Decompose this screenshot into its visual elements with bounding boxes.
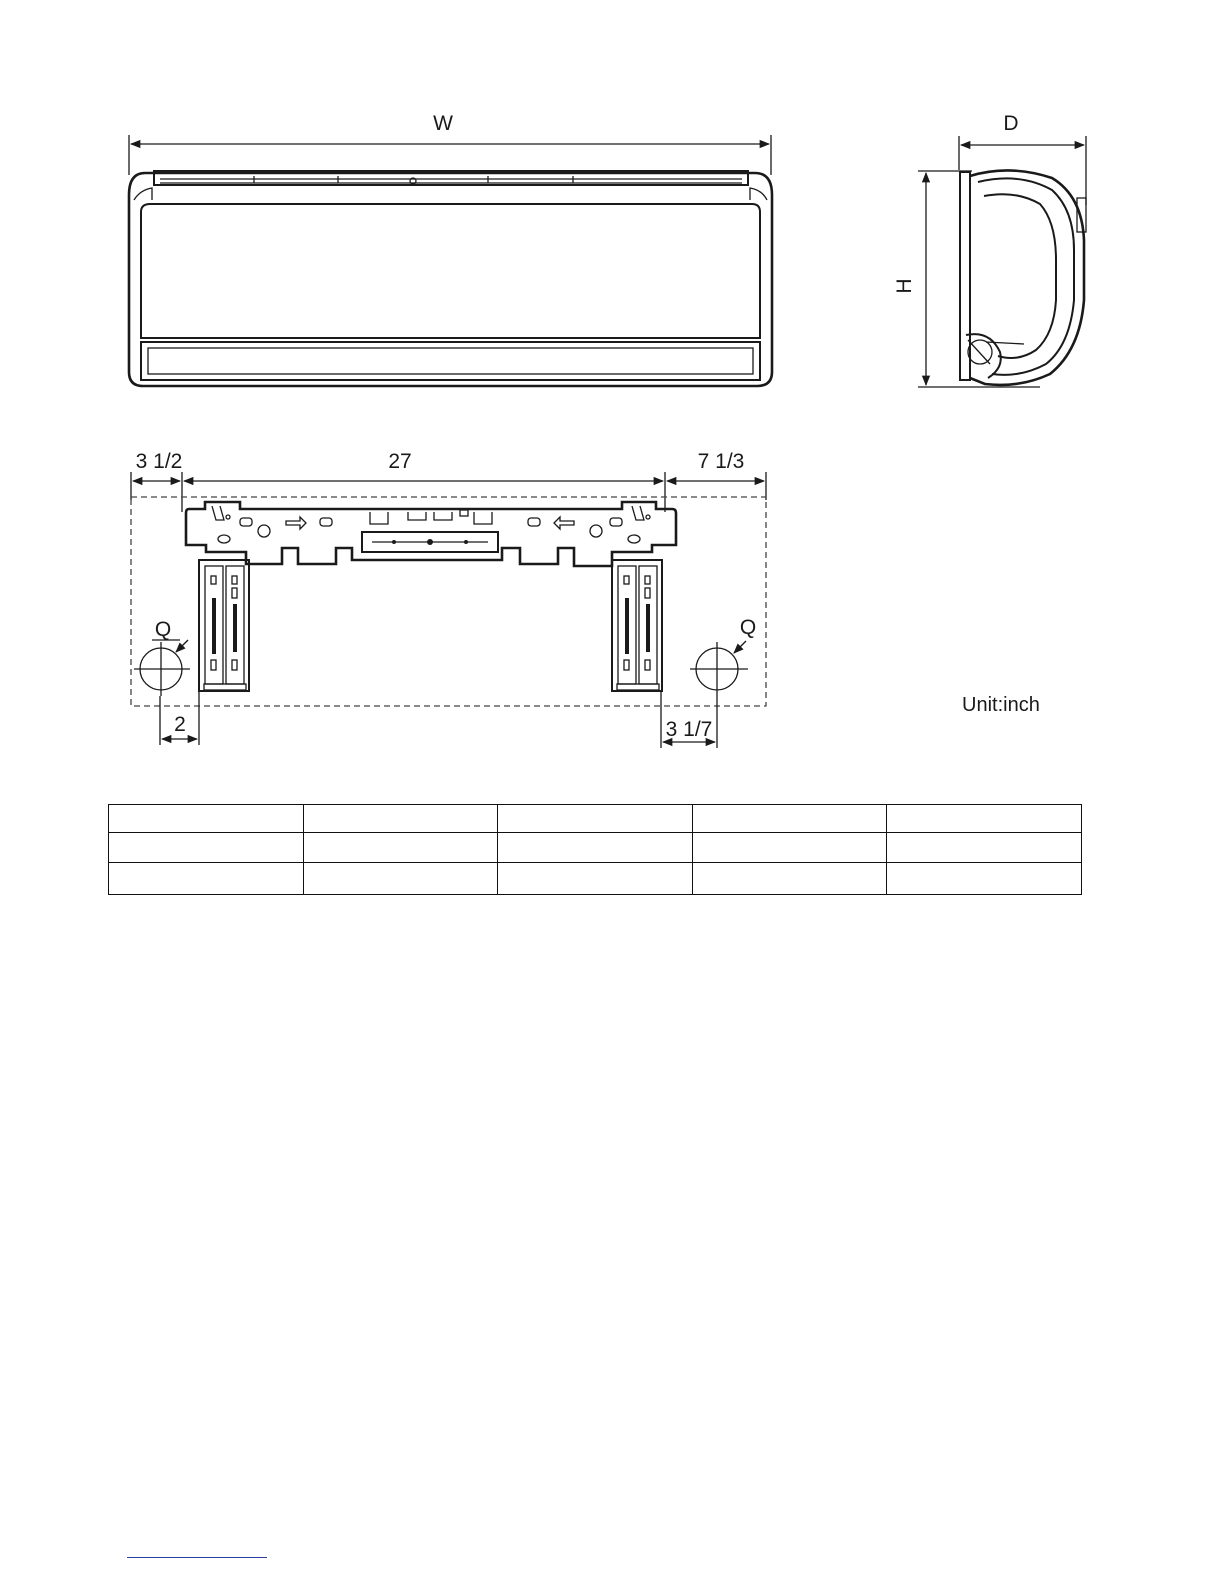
q-right-label: Q [739, 616, 757, 639]
unit-label: Unit:inch [962, 694, 1040, 716]
table-cell [692, 805, 887, 833]
dimension-drawing [0, 0, 1224, 790]
height-label: H [893, 278, 916, 294]
width-label: W [433, 112, 453, 135]
table-cell [887, 863, 1082, 895]
mounting-plate-view [131, 450, 766, 748]
q-left-label: Q [154, 618, 172, 641]
dim-right-hole: 3 1/7 [665, 718, 713, 741]
table-row [109, 863, 1082, 895]
table-cell [303, 833, 498, 863]
footer-rule [127, 1557, 267, 1558]
depth-label: D [1003, 112, 1019, 135]
dimension-table [108, 804, 1082, 895]
table-cell [109, 805, 304, 833]
table-cell [109, 833, 304, 863]
table-cell [692, 833, 887, 863]
side-view [893, 112, 1086, 387]
table-cell [109, 863, 304, 895]
table-cell [303, 805, 498, 833]
dim-left-offset: 3 1/2 [135, 450, 183, 473]
table-cell [303, 863, 498, 895]
table-cell [498, 863, 693, 895]
table-cell [887, 833, 1082, 863]
dim-right-offset: 7 1/3 [697, 450, 745, 473]
table-cell [498, 833, 693, 863]
table-row [109, 805, 1082, 833]
table-cell [887, 805, 1082, 833]
dim-bracket-span: 27 [388, 450, 412, 473]
dim-left-hole: 2 [174, 713, 186, 736]
table-row [109, 833, 1082, 863]
front-view [129, 112, 772, 386]
table-cell [498, 805, 693, 833]
table-cell [692, 863, 887, 895]
